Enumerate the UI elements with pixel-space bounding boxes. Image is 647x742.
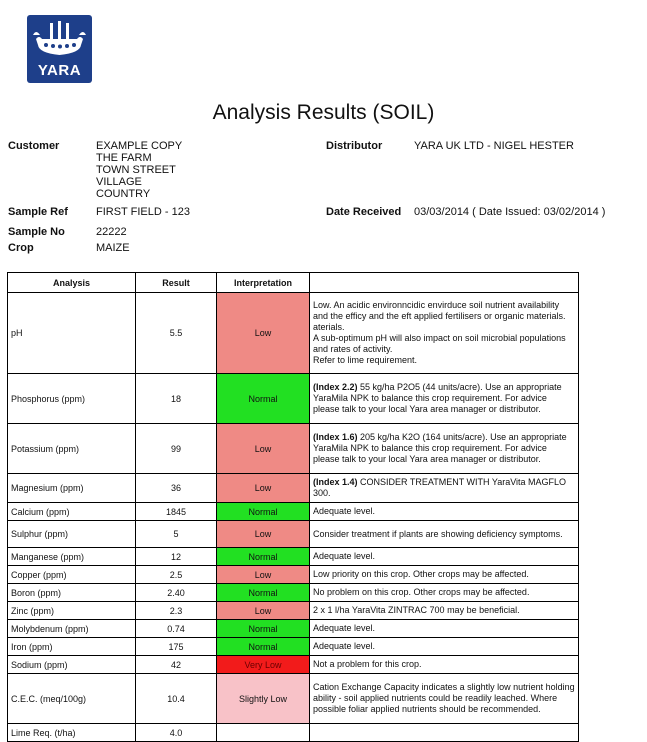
interpretation-cell: Normal bbox=[217, 548, 310, 566]
result-cell: 0.74 bbox=[136, 620, 217, 638]
analysis-cell: Molybdenum (ppm) bbox=[8, 620, 136, 638]
table-row bbox=[8, 602, 579, 620]
customer-line: COUNTRY bbox=[96, 188, 151, 200]
result-cell: 2.5 bbox=[136, 566, 217, 584]
header-analysis: Analysis bbox=[8, 273, 136, 293]
comment-cell: (Index 2.2) 55 kg/ha P2O5 (44 units/acre). Use an appropriate YaraMila NPK to balance this crop requirement. For advice please talk to your local Yara area manager or distributor. bbox=[310, 374, 579, 424]
interpretation-cell: Normal bbox=[217, 584, 310, 602]
table-row bbox=[8, 674, 579, 724]
comment-cell: Adequate level. bbox=[310, 620, 579, 638]
result-cell: 10.4 bbox=[136, 674, 217, 724]
logo-text: YARA bbox=[37, 62, 82, 79]
analysis-cell: Magnesium (ppm) bbox=[8, 474, 136, 503]
result-cell: 5 bbox=[136, 521, 217, 548]
table-row bbox=[8, 656, 579, 674]
customer-address bbox=[96, 140, 182, 200]
analysis-cell: Boron (ppm) bbox=[8, 584, 136, 602]
interpretation-cell: Low bbox=[217, 424, 310, 474]
analysis-cell: Copper (ppm) bbox=[8, 566, 136, 584]
comment-cell: (Index 1.6) 205 kg/ha K2O (164 units/acre). Use an appropriate YaraMila NPK to balance this crop requirement. For advice please talk to your local Yara area manager or distributor. bbox=[310, 424, 579, 474]
distributor-label: Distributor bbox=[326, 140, 383, 152]
result-cell: 5.5 bbox=[136, 293, 217, 374]
comment-cell: Not a problem for this crop. bbox=[310, 656, 579, 674]
analysis-cell: Calcium (ppm) bbox=[8, 503, 136, 521]
customer-line: THE FARM bbox=[96, 152, 152, 164]
result-cell: 18 bbox=[136, 374, 217, 424]
interpretation-cell: Low bbox=[217, 566, 310, 584]
comment-cell: (Index 1.4) CONSIDER TREATMENT WITH YaraVita MAGFLO 300. bbox=[310, 474, 579, 503]
comment-cell: Cation Exchange Capacity indicates a slightly low nutrient holding ability - soil applied nutrients could be readily leached. Where possible foliar applied nutrients should be recommended. bbox=[310, 674, 579, 724]
interpretation-cell bbox=[217, 724, 310, 742]
sample-ref-value: FIRST FIELD - 123 bbox=[96, 206, 190, 218]
table-row bbox=[8, 374, 579, 424]
comment-cell: Adequate level. bbox=[310, 548, 579, 566]
table-row bbox=[8, 521, 579, 548]
comment-cell: Adequate level. bbox=[310, 638, 579, 656]
table-row bbox=[8, 424, 579, 474]
customer-line: TOWN STREET bbox=[96, 164, 176, 176]
interpretation-cell: Low bbox=[217, 602, 310, 620]
interpretation-cell: Normal bbox=[217, 638, 310, 656]
sample-no-value: 22222 bbox=[96, 226, 127, 238]
result-cell: 2.3 bbox=[136, 602, 217, 620]
index-label: (Index 1.6) bbox=[313, 432, 358, 442]
result-cell: 2.40 bbox=[136, 584, 217, 602]
table-row bbox=[8, 638, 579, 656]
analysis-cell: Zinc (ppm) bbox=[8, 602, 136, 620]
result-cell: 42 bbox=[136, 656, 217, 674]
customer-line: EXAMPLE COPY bbox=[96, 140, 183, 152]
table-row bbox=[8, 620, 579, 638]
table-row bbox=[8, 474, 579, 503]
comment-cell: No problem on this crop. Other crops may be affected. bbox=[310, 584, 579, 602]
interpretation-cell: Low bbox=[217, 474, 310, 503]
result-cell: 1845 bbox=[136, 503, 217, 521]
crop-value: MAIZE bbox=[96, 242, 130, 254]
analysis-cell: Sulphur (ppm) bbox=[8, 521, 136, 548]
interpretation-cell: Very Low bbox=[217, 656, 310, 674]
date-received-label: Date Received bbox=[326, 206, 402, 218]
header-interpretation: Interpretation bbox=[217, 273, 310, 293]
table-row bbox=[8, 503, 579, 521]
analysis-cell: Potassium (ppm) bbox=[8, 424, 136, 474]
index-label: (Index 2.2) bbox=[313, 382, 358, 392]
sample-ref-label: Sample Ref bbox=[8, 206, 68, 218]
result-cell: 36 bbox=[136, 474, 217, 503]
table-row bbox=[8, 293, 579, 374]
table-row bbox=[8, 724, 579, 742]
interpretation-cell: Normal bbox=[217, 503, 310, 521]
comment-cell: 2 x 1 l/ha YaraVita ZINTRAC 700 may be beneficial. bbox=[310, 602, 579, 620]
date-received-value: 03/03/2014 ( Date Issued: 03/02/2014 ) bbox=[414, 206, 606, 218]
distributor-value: YARA UK LTD - NIGEL HESTER bbox=[414, 140, 574, 152]
results-table bbox=[7, 272, 579, 742]
header-result: Result bbox=[136, 273, 217, 293]
interpretation-cell: Normal bbox=[217, 374, 310, 424]
interpretation-cell: Normal bbox=[217, 620, 310, 638]
result-cell: 99 bbox=[136, 424, 217, 474]
table-row bbox=[8, 548, 579, 566]
page-title: Analysis Results (SOIL) bbox=[212, 101, 435, 124]
crop-label: Crop bbox=[8, 242, 34, 254]
comment-cell: Low. An acidic environncidic envirduce soil nutrient availability and the efficy and the eft applied fertilisers or organic materials. aterials. A sub-optimum pH will also impact on soil microbial populations and rates of activity. Refer to lime requirement. bbox=[310, 293, 579, 374]
yara-logo bbox=[27, 15, 92, 83]
analysis-cell: C.E.C. (meq/100g) bbox=[8, 674, 136, 724]
analysis-cell: Iron (ppm) bbox=[8, 638, 136, 656]
analysis-cell: Manganese (ppm) bbox=[8, 548, 136, 566]
interpretation-cell: Low bbox=[217, 293, 310, 374]
sample-no-label: Sample No bbox=[8, 226, 65, 238]
result-cell: 4.0 bbox=[136, 724, 217, 742]
comment-cell: Adequate level. bbox=[310, 503, 579, 521]
table-row bbox=[8, 584, 579, 602]
comment-cell: Consider treatment if plants are showing deficiency symptoms. bbox=[310, 521, 579, 548]
analysis-cell: Phosphorus (ppm) bbox=[8, 374, 136, 424]
table-header-row bbox=[8, 273, 579, 293]
interpretation-cell: Slightly Low bbox=[217, 674, 310, 724]
result-cell: 175 bbox=[136, 638, 217, 656]
analysis-cell: Lime Req. (t/ha) bbox=[8, 724, 136, 742]
comment-cell bbox=[310, 724, 579, 742]
header-comment bbox=[310, 273, 579, 293]
comment-cell: Low priority on this crop. Other crops may be affected. bbox=[310, 566, 579, 584]
index-label: (Index 1.4) bbox=[313, 477, 358, 487]
analysis-cell: Sodium (ppm) bbox=[8, 656, 136, 674]
table-row bbox=[8, 566, 579, 584]
result-cell: 12 bbox=[136, 548, 217, 566]
analysis-cell: pH bbox=[8, 293, 136, 374]
interpretation-cell: Low bbox=[217, 521, 310, 548]
customer-label: Customer bbox=[8, 140, 60, 152]
customer-line: VILLAGE bbox=[96, 176, 142, 188]
